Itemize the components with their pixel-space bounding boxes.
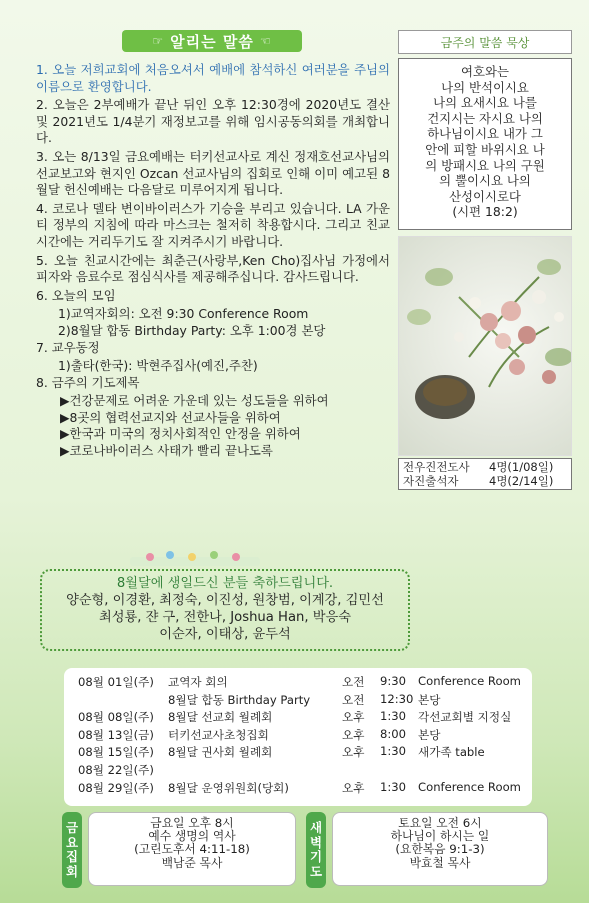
prayer-item: ▶코로나바이러스 사태가 빨리 끝나도록 <box>60 443 273 459</box>
meetings-title: 6. 오늘의 모임 <box>36 287 116 303</box>
birthday-title: 8월달에 생일드신 분들 축하드립니다. <box>116 576 334 591</box>
birthday-names: 최성룡, 쟌 구, 전한나, Joshua Han, 박응숙 <box>98 610 352 625</box>
schedule-time: 9:30 <box>380 674 407 688</box>
attendance-label: 전우진전도사 <box>403 460 470 474</box>
label-char: 요 <box>65 834 79 850</box>
schedule-place: 각선교회별 지정실 <box>418 710 512 725</box>
attendance-box <box>398 458 572 490</box>
schedule-event: 8월달 운영위원회(당회) <box>168 780 289 795</box>
friday-line: 금요일 오후 8시 <box>150 816 234 830</box>
schedule-date: 08월 22일(주) <box>78 762 154 777</box>
schedule-row <box>70 762 526 780</box>
attendance-value: 4명(1/08일) <box>489 460 554 474</box>
movement-item: 1)출타(한국): 박현주집사(예진,주찬) <box>58 358 258 374</box>
notice-item: 2. 오늘은 2부예배가 끝난 뒤인 오후 12:30경에 2020년도 결산 및 2021년도 1/4분기 재정보고를 위해 임시공동의회를 개최합니다. <box>36 97 390 146</box>
birthday-names: 양순형, 이경환, 최정숙, 이진성, 원창범, 이계강, 김민선 <box>66 593 384 608</box>
label-char: 기 <box>309 849 323 864</box>
verse-line: 의 뿔이시요 나의 <box>439 173 531 189</box>
schedule-event: 8월달 선교회 월례회 <box>168 710 273 725</box>
attendance-row <box>403 460 567 474</box>
schedule-date: 08월 15일(주) <box>78 745 154 760</box>
dawn-line: (요한복음 9:1-3) <box>395 842 485 857</box>
schedule-time: 1:30 <box>380 779 407 794</box>
notice-item: 4. 코로나 델타 변이바이러스가 기승을 부리고 있습니다. LA 가운티 정부의 지침에 따라 마스크는 철저히 착용합시다. 그리고 친교시간에는 거리두기도 잘 지켜주시기 바랍니다. <box>36 200 390 249</box>
label-char: 도 <box>309 863 323 879</box>
schedule-time: 1:30 <box>380 744 407 759</box>
meeting-item: 1)교역자회의: 오전 9:30 Conference Room <box>58 306 309 322</box>
schedule-date: 08월 01일(주) <box>78 675 154 689</box>
dawn-line: 토요일 오전 6시 <box>398 816 482 830</box>
meeting-item: 2)8월달 합동 Birthday Party: 오후 1:00경 본당 <box>58 322 326 338</box>
verse-line: 여호와는 <box>461 64 509 79</box>
cake-decoration-icon <box>120 549 270 567</box>
schedule-place: 본당 <box>418 727 441 742</box>
schedule-place: Conference Room <box>418 674 521 688</box>
schedule-ampm: 오후 <box>342 710 365 725</box>
schedule-date: 08월 29일(주) <box>78 780 154 795</box>
friday-line: 백남준 목사 <box>161 855 223 870</box>
schedule-event: 8월달 합동 Birthday Party <box>168 692 311 707</box>
dawn-prayer-label <box>306 812 326 888</box>
friday-line: 예수 생명의 역사 <box>148 829 236 844</box>
schedule-row <box>70 780 526 798</box>
movement-title: 7. 교우동정 <box>36 339 100 355</box>
schedule-date: 08월 13일(금) <box>78 727 154 742</box>
prayer-item: ▶건강문제로 어려운 가운데 있는 성도들을 위하여 <box>60 393 329 409</box>
schedule-ampm: 오후 <box>342 780 365 795</box>
dawn-prayer-box <box>332 812 548 886</box>
dawn-line: 박효철 목사 <box>409 855 471 870</box>
schedule-time: 1:30 <box>380 709 407 724</box>
dawn-line: 하나님이 하시는 일 <box>390 829 490 844</box>
schedule-ampm: 오후 <box>342 745 365 760</box>
verse-line: 하나님이시요 내가 그 <box>427 126 543 142</box>
schedule-event: 교역자 회의 <box>168 675 228 689</box>
notices-section <box>36 62 390 460</box>
attendance-label: 자진출석자 <box>403 474 459 488</box>
verse-line: 안에 피할 바위시요 나 <box>425 141 545 157</box>
attendance-row <box>403 474 567 488</box>
verse-line: (시편 18:2) <box>452 204 518 220</box>
schedule-event: 터키선교사초청집회 <box>168 727 269 742</box>
flowers-illustration <box>399 237 572 456</box>
prayer-title: 8. 금주의 기도제목 <box>36 374 140 390</box>
schedule-place: Conference Room <box>418 779 521 794</box>
verse-line: 산성이시로다 <box>449 188 521 204</box>
schedule-row <box>70 674 526 692</box>
pointing-hand-left-icon: ☜ <box>259 34 272 48</box>
schedule-row <box>70 692 526 710</box>
verse-line: 나의 반석이시요 <box>441 79 529 95</box>
verse-title: 금주의 말씀 묵상 <box>398 30 572 54</box>
label-char: 금 <box>65 820 79 835</box>
notice-item: 1. 오늘 저희교회에 처음오셔서 예배에 참석하신 여러분을 주님의 이름으로 환영합니다. <box>36 62 390 94</box>
verse-line: 의 방패시요 나의 구원 <box>425 157 545 173</box>
label-char: 새 <box>309 820 323 835</box>
pointing-hand-right-icon: ☞ <box>152 34 165 48</box>
schedule-ampm: 오후 <box>342 727 365 742</box>
schedule-table <box>64 668 532 806</box>
birthday-names: 이순자, 이태상, 윤두석 <box>159 627 291 642</box>
flowers-photo <box>398 236 572 456</box>
notice-item: 3. 오는 8/13일 금요예배는 터키선교사로 계신 정재호선교사님의 선교보고와 현지인 Ozcan 선교사님의 집회로 인해 이미 예고된 8월달 헌신예배는 다음달로 미루어지게 됩니다. <box>36 148 390 198</box>
verse-line: 건지시는 자시요 나의 <box>427 110 543 126</box>
notice-item: 5. 오늘 친교시간에는 최춘근(사랑부,Ken Cho)집사님 가정에서 피자와 음료수로 점심식사를 제공해주십니다. 감사드립니다. <box>36 252 390 285</box>
label-char: 회 <box>65 863 79 879</box>
schedule-time: 12:30 <box>380 691 414 706</box>
schedule-row <box>70 709 526 727</box>
schedule-row <box>70 744 526 762</box>
friday-line: (고린도후서 4:11-18) <box>134 842 250 857</box>
schedule-ampm: 오전 <box>342 675 365 689</box>
label-char: 벽 <box>309 834 323 850</box>
verse-line: 나의 요새시요 나를 <box>433 95 537 111</box>
schedule-row <box>70 727 526 745</box>
prayer-item: ▶한국과 미국의 정치사회적인 안정을 위하여 <box>60 426 301 442</box>
schedule-date: 08월 08일(주) <box>78 710 154 725</box>
schedule-ampm: 오전 <box>342 692 365 707</box>
announcements-header <box>122 30 302 52</box>
verse-box <box>398 58 572 230</box>
announcements-title: 알리는 말씀 <box>170 32 254 51</box>
schedule-event: 8월달 권사회 월례회 <box>168 745 273 760</box>
schedule-place: 새가족 table <box>418 745 485 760</box>
schedule-time: 8:00 <box>380 726 407 741</box>
birthday-box <box>40 569 410 651</box>
friday-gathering-box <box>88 812 296 886</box>
label-char: 집 <box>65 849 79 864</box>
prayer-item: ▶8곳의 협력선교지와 선교사들을 위하여 <box>60 409 281 425</box>
attendance-value: 4명(2/14일) <box>489 474 554 488</box>
friday-gathering-label <box>62 812 82 888</box>
schedule-place: 본당 <box>418 692 441 707</box>
